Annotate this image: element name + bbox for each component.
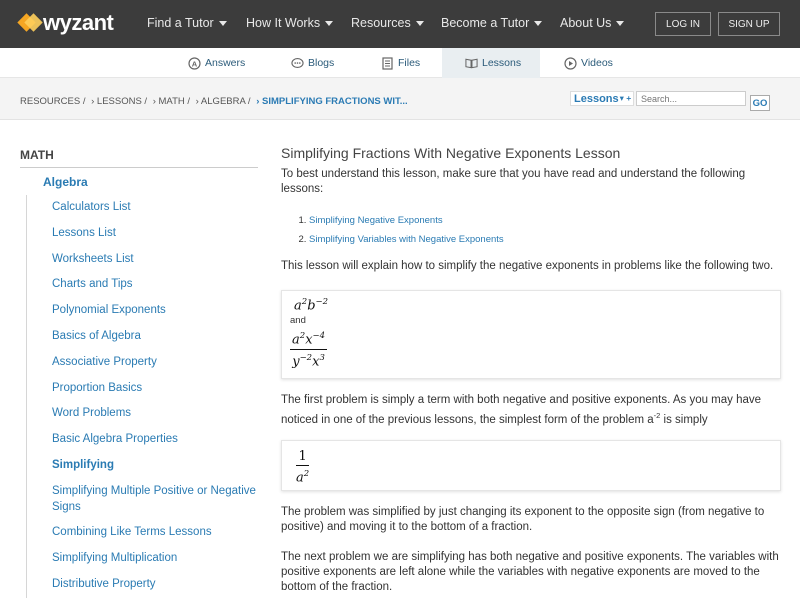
nav-how-it-works[interactable] [246, 16, 333, 30]
math-fraction [294, 449, 311, 486]
nav-resources[interactable] [351, 16, 424, 30]
lesson-paragraph-2: The problem was simplified by just changing its exponent to the opposite sign (from negative to positive) and moving it to the bottom of a fraction. [281, 506, 765, 534]
login-button[interactable]: LOG IN [655, 12, 711, 36]
prereq-link-variables-negative-exponents[interactable]: 2. Simplifying Variables with Negative Exponents [309, 230, 781, 249]
sidebar-list [26, 195, 258, 598]
sidebar-divider [20, 167, 258, 168]
tab-lessons[interactable] [442, 48, 540, 78]
math-exp: 2 [301, 297, 308, 307]
tab-label: Blogs [308, 57, 335, 69]
breadcrumb-algebra[interactable]: › ALGEBRA / [195, 96, 251, 107]
breadcrumb-math[interactable]: › MATH / [152, 96, 191, 107]
nav-label: About Us [560, 16, 612, 30]
tab-label: Videos [581, 57, 613, 69]
math-var: x [312, 353, 320, 369]
nav-become-a-tutor[interactable] [441, 16, 542, 30]
lesson-paragraph-3: The next problem we are simplifying has both negative and positive exponents. The variables with positive exponents are left alone while the variables with negative exponents are moved to the bottom of the fraction. [281, 551, 779, 594]
breadcrumb-current[interactable]: › SIMPLIFYING FRACTIONS WIT... [256, 96, 408, 107]
nav-label: How It Works [246, 16, 321, 30]
caret-down-icon [325, 21, 333, 26]
math-expression-1 [290, 297, 772, 313]
nav-label: Find a Tutor [147, 16, 214, 30]
sidebar-title: MATH [20, 148, 54, 162]
breadcrumb-resources[interactable]: RESOURCES / [20, 96, 86, 107]
resources-subnav [0, 48, 800, 78]
sidebar-item-basics-of-algebra[interactable]: Basics of Algebra [52, 329, 141, 342]
nav-about-us[interactable] [560, 16, 624, 30]
prerequisite-list [281, 211, 781, 249]
sidebar-item-worksheets-list[interactable]: Worksheets List [52, 252, 134, 265]
lesson-content [281, 145, 781, 595]
logo-text: wyzant [43, 10, 114, 35]
sidebar-item-simplifying-multiplication[interactable]: Simplifying Multiplication [52, 552, 178, 565]
sidebar-category-algebra[interactable]: Algebra [43, 175, 88, 189]
breadcrumb [20, 96, 411, 107]
math-var: x [305, 332, 313, 348]
sidebar-item-proportion-basics[interactable]: Proportion Basics [52, 381, 143, 394]
sidebar-item-lessons-list[interactable]: Lessons List [52, 226, 116, 239]
caret-down-icon [416, 21, 424, 26]
logo-diamond-icon [20, 13, 40, 33]
fraction-denominator [294, 466, 311, 486]
sidebar-item-basic-algebra-properties[interactable]: Basic Algebra Properties [52, 433, 178, 446]
math-var: y [292, 353, 300, 369]
caret-down-icon [616, 21, 624, 26]
search-input[interactable] [636, 91, 746, 106]
breadcrumb-lessons[interactable]: › LESSONS / [91, 96, 148, 107]
math-exp: 2 [299, 331, 306, 342]
math-fraction [290, 328, 327, 370]
math-var: a [296, 470, 304, 486]
math-result-box [281, 440, 781, 491]
svg-text:A: A [191, 58, 198, 68]
paragraph-text: is simply [660, 413, 708, 426]
tab-label: Lessons [482, 57, 522, 69]
tab-blogs[interactable] [291, 48, 334, 78]
blogs-icon [291, 57, 304, 70]
nav-label: Become a Tutor [441, 16, 530, 30]
math-exp: 2 [303, 468, 310, 479]
wyzant-logo[interactable] [20, 11, 113, 35]
fraction-denominator [290, 350, 327, 370]
search-scope-caret: ▾ + [619, 93, 632, 103]
page-title: Simplifying Fractions With Negative Exponents Lesson [281, 145, 621, 161]
paragraph-text: The first problem is simply a term with both negative and positive exponents. As you may have noticed in one of the previous lessons, the simplest form of the problem a [281, 393, 762, 426]
math-exp: −2 [299, 352, 313, 363]
sidebar-item-distributive-property[interactable]: Distributive Property [52, 577, 156, 590]
signup-button[interactable]: SIGN UP [718, 12, 780, 36]
tab-label: Answers [205, 57, 246, 69]
sidebar-item-polynomial-exponents[interactable]: Polynomial Exponents [52, 304, 166, 317]
math-and-label: and [290, 315, 306, 327]
search-scope-select[interactable] [570, 91, 634, 106]
sidebar-item-calculators-list[interactable]: Calculators List [52, 201, 131, 213]
tab-label: Files [398, 57, 421, 69]
nav-label: Resources [351, 16, 411, 30]
prereq-link-negative-exponents[interactable]: 1. Simplifying Negative Exponents [309, 211, 781, 230]
math-var: a [294, 298, 302, 314]
answers-icon [188, 57, 201, 70]
caret-down-icon [534, 21, 542, 26]
lesson-explain: This lesson will explain how to simplify the negative exponents in problems like the following two. [281, 260, 774, 272]
tab-answers[interactable] [188, 48, 245, 78]
tab-files[interactable] [381, 48, 420, 78]
math-example-box [281, 290, 781, 379]
caret-down-icon [219, 21, 227, 26]
sidebar-item-word-problems[interactable]: Word Problems [52, 407, 132, 420]
nav-find-a-tutor[interactable] [147, 16, 227, 30]
math-exp: 3 [319, 352, 325, 363]
math-expression-2 [290, 328, 772, 370]
sidebar-item-associative-property[interactable]: Associative Property [52, 355, 157, 368]
math-var: b [307, 298, 316, 314]
sidebar-item-simplifying[interactable]: Simplifying [52, 458, 114, 471]
tab-videos[interactable] [564, 48, 613, 78]
sidebar-item-combining-like-terms[interactable]: Combining Like Terms Lessons [52, 526, 212, 539]
fraction-numerator [290, 328, 327, 349]
math-var: a [292, 332, 300, 348]
top-navbar [0, 0, 800, 48]
lesson-paragraph-1 [281, 393, 781, 428]
play-icon [564, 57, 577, 70]
lesson-intro: To best understand this lesson, make sure that you have read and understand the following lessons: [281, 168, 746, 195]
fraction-numerator: 1 [298, 448, 307, 464]
sidebar-item-simplifying-multiple-signs[interactable]: Simplifying Multiple Positive or Negative Signs [52, 484, 256, 513]
paragraph-exp: -2 [653, 410, 661, 420]
sidebar-item-charts-and-tips[interactable]: Charts and Tips [52, 278, 133, 291]
math-result [294, 449, 768, 486]
files-icon [381, 57, 394, 70]
math-exp: −4 [312, 331, 326, 342]
book-icon [465, 57, 478, 70]
math-exp: −2 [315, 297, 329, 307]
search-go-button[interactable]: GO [750, 95, 770, 111]
search-scope-label: Lessons [574, 92, 619, 105]
